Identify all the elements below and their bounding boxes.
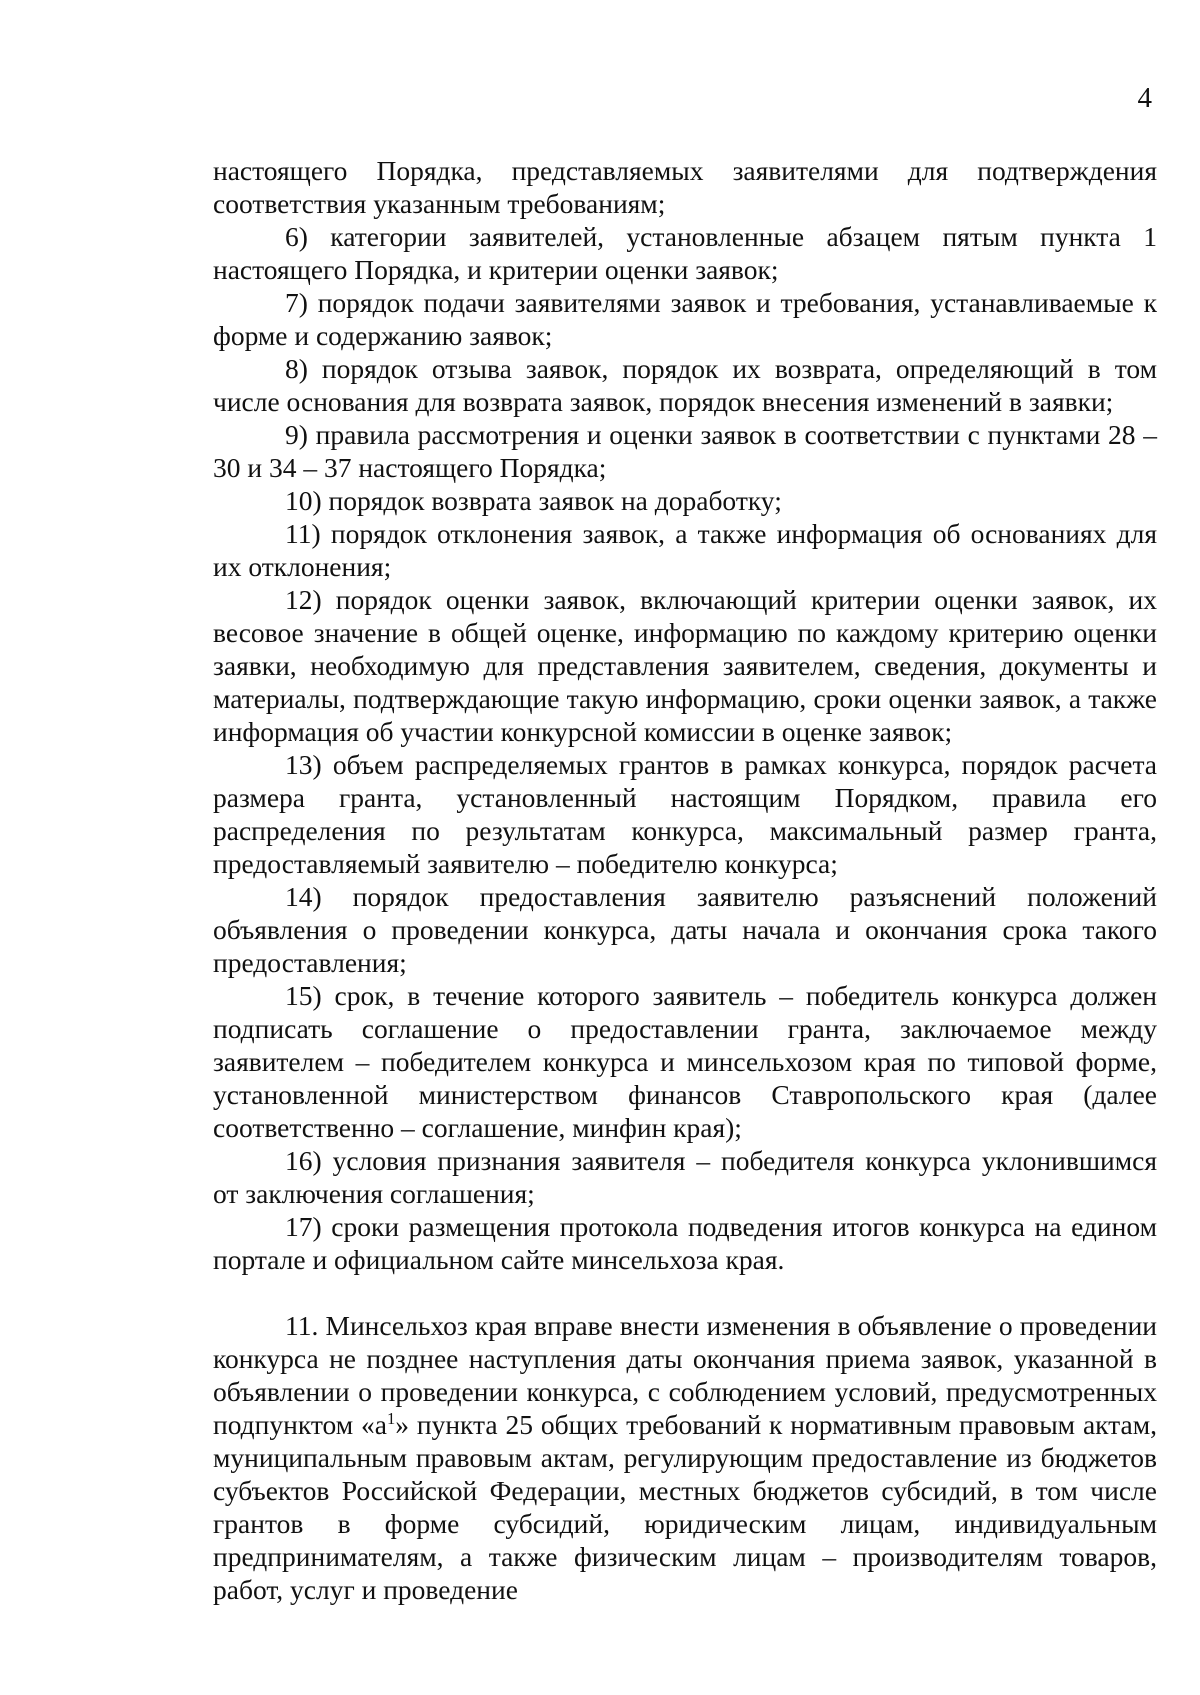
section-11-paragraph <box>213 1309 1157 1606</box>
section-11-text-end: » пункта 25 общих требований к нормативным правовым актам, муниципальным правовым актам, регулирующим предоставление из бюджетов субъектов Российской Федерации, местных бюджетов субсидий, в том числе грантов в форме субсидий, юридическим лицам, индивидуальным предпринимателям, а также физическим лицам – производителям товаров, работ, услуг и проведение <box>213 1409 1158 1605</box>
list-item-8: 8) порядок отзыва заявок, порядок их возврата, определяющий в том числе основания для возврата заявок, порядок внесения изменений в заявки; <box>213 353 1157 417</box>
list-item-10: 10) порядок возврата заявок на доработку; <box>285 485 782 516</box>
document-body <box>213 154 1157 1606</box>
list-item-9: 9) правила рассмотрения и оценки заявок в соответствии с пунктами 28 – 30 и 34 – 37 настоящего Порядка; <box>213 419 1157 483</box>
list-item-14: 14) порядок предоставления заявителю разъяснений положений объявления о проведении конкурса, даты начала и окончания срока такого предоставления; <box>213 881 1157 978</box>
superscript: 1 <box>386 1408 396 1428</box>
list-item-13: 13) объем распределяемых грантов в рамках конкурса, порядок расчета размера гранта, установленный настоящим Порядком, правила его распределения по результатам конкурса, максимальный размер гранта, предоставляемый заявителю – победителю конкурса; <box>213 749 1157 879</box>
page-number: 4 <box>1137 82 1152 114</box>
list-item-7: 7) порядок подачи заявителями заявок и требования, устанавливаемые к форме и содержанию заявок; <box>213 287 1157 351</box>
list-item-6: 6) категории заявителей, установленные абзацем пятым пункта 1 настоящего Порядка, и критерии оценки заявок; <box>213 221 1157 285</box>
list-item-11: 11) порядок отклонения заявок, а также информация об основаниях для их отклонения; <box>213 518 1157 582</box>
section-11-text-start: 11. Минсельхоз края вправе внести изменения в объявление о проведении конкурса не позднее наступления даты окончания приема заявок, указанной в объявлении о проведении конкурса, с соблюдением условий, предусмотренных подпунктом «а <box>213 1310 1157 1440</box>
list-item-17: 17) сроки размещения протокола подведения итогов конкурса на едином портале и официальном сайте минсельхоза края. <box>213 1211 1157 1275</box>
list-item-15: 15) срок, в течение которого заявитель – победитель конкурса должен подписать соглашение о предоставлении гранта, заключаемое между заявителем – победителем конкурса и минсельхозом края по типовой форме, установленной министерством финансов Ставропольского края (далее соответственно – соглашение, минфин края); <box>213 980 1157 1143</box>
list-item-16: 16) условия признания заявителя – победителя конкурса уклонившимся от заключения соглашения; <box>213 1145 1157 1209</box>
paragraph-continuation: настоящего Порядка, представляемых заявителями для подтверждения соответствия указанным требованиям; <box>213 155 1157 219</box>
list-item-12: 12) порядок оценки заявок, включающий критерии оценки заявок, их весовое значение в общей оценке, информацию по каждому критерию оценки заявки, необходимую для представления заявителем, сведения, документы и материалы, подтверждающие такую информацию, сроки оценки заявок, а также информация об участии конкурсной комиссии в оценке заявок; <box>213 584 1157 747</box>
